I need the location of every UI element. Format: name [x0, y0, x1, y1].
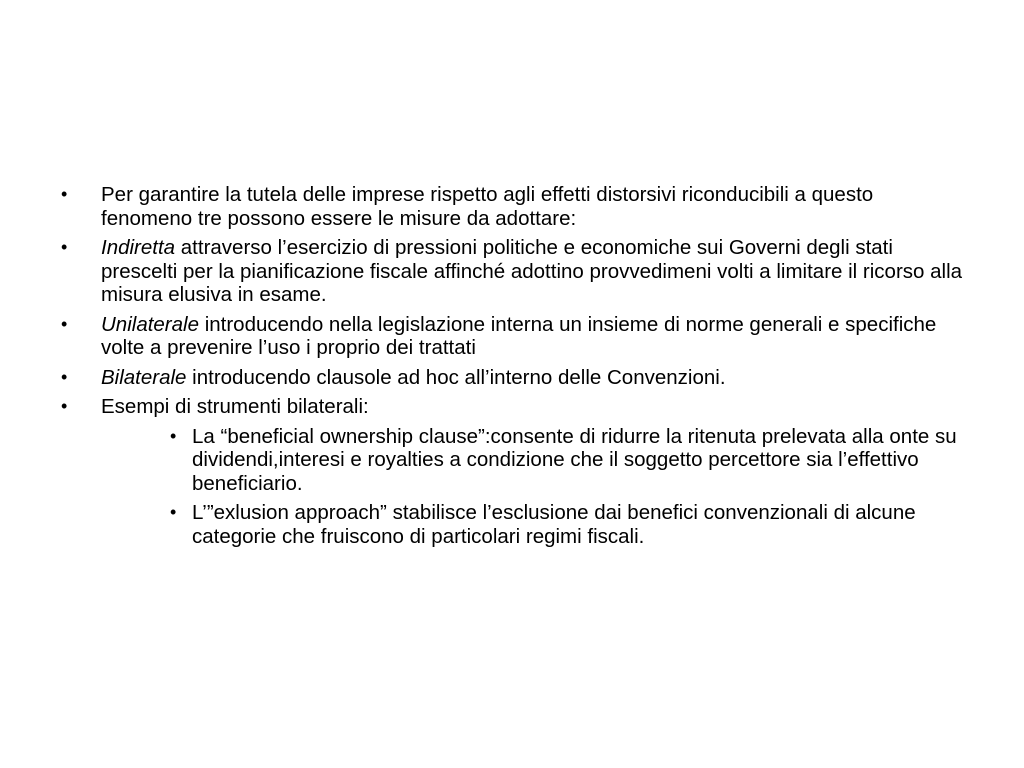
bullet-list — [56, 183, 966, 554]
item-text: La “beneficial ownership clause”:consente di ridurre la ritenuta prelevata alla onte su dividendi,interesi e royalties a condizione che il soggetto percettore sia l’effettivo beneficiario. — [192, 424, 957, 495]
bullet-icon: • — [61, 366, 68, 387]
item-text: L’”exlusion approach” stabilisce l’esclusione dai benefici convenzionali di alcune categorie che fruiscono di particolari regimi fiscali. — [192, 501, 916, 548]
item-lead: Unilaterale — [101, 312, 199, 336]
list-item — [56, 236, 966, 307]
sub-list-item — [56, 501, 966, 548]
bullet-icon: • — [61, 184, 68, 204]
bullet-icon: • — [61, 237, 68, 257]
item-text: attraverso l’esercizio di pressioni politiche e economiche sui Governi degli stati prescelti per la pianificazione fiscale affinché adottino provvedimeni volti a limitare il ricorso alla misura elusiva in esame. — [101, 236, 963, 306]
bullet-icon: • — [61, 396, 68, 416]
item-text: introducendo nella legislazione interna un insieme di norme generali e specifiche volte a prevenire l’uso i proprio dei trattati — [101, 312, 937, 359]
bullet-icon: • — [170, 502, 177, 522]
list-item — [56, 366, 966, 390]
item-text: introducendo clausole ad hoc all’interno delle Convenzioni. — [186, 365, 726, 389]
bullet-icon: • — [170, 425, 177, 446]
item-text: Esempi di strumenti bilaterali: — [101, 395, 369, 418]
bullet-icon: • — [61, 313, 68, 334]
item-text: Per garantire la tutela delle imprese rispetto agli effetti distorsivi riconducibili a questo fenomeno tre possono essere le misure da adottare: — [101, 183, 874, 230]
list-item — [56, 395, 966, 419]
list-item — [56, 183, 966, 230]
item-lead: Indiretta — [101, 236, 176, 259]
sub-list-item — [56, 425, 966, 496]
list-item — [56, 313, 966, 360]
item-lead: Bilaterale — [101, 365, 187, 389]
